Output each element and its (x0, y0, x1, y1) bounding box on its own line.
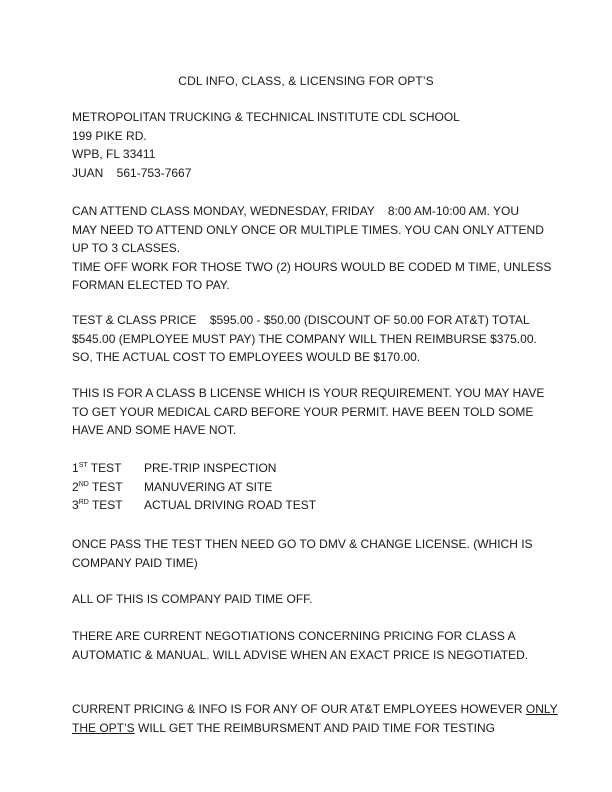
text-line: UP TO 3 CLASSES. (72, 241, 181, 255)
text-line: $545.00 (EMPLOYEE MUST PAY) THE COMPANY WILL THEN REIMBURSE $375.00. (72, 331, 537, 346)
text-line: TIME OFF WORK FOR THOSE TWO (2) HOURS WOULD BE CODED M TIME, UNLESS (72, 259, 552, 274)
dmv-paragraph (72, 535, 552, 572)
text-line: ONCE PASS THE TEST THEN NEED GO TO DMV & CHANGE LICENSE. (WHICH IS (72, 537, 533, 551)
text-line: CURRENT PRICING & INFO IS FOR ANY OF OUR AT&T EMPLOYEES HOWEVER ONLY (72, 702, 558, 716)
license-paragraph (72, 384, 552, 440)
test-description: MANUVERING AT SITE (144, 479, 273, 494)
school-address (72, 108, 552, 182)
text-line: COMPANY PAID TIME) (72, 555, 198, 570)
text-line: SO, THE ACTUAL COST TO EMPLOYEES WOULD BE $170.00. (72, 350, 421, 364)
test-list (72, 459, 552, 515)
closing-paragraph (72, 700, 558, 737)
text-line: TO GET YOUR MEDICAL CARD BEFORE YOUR PERMIT. HAVE BEEN TOLD SOME (72, 404, 534, 419)
school-name: METROPOLITAN TRUCKING & TECHNICAL INSTITUTE CDL SCHOOL (72, 110, 460, 124)
underlined-text: THE OPT’S (72, 720, 135, 735)
school-street: 199 PIKE RD. (72, 128, 147, 143)
text-line: AUTOMATIC & MANUAL. WILL ADVISE WHEN AN EXACT PRICE IS NEGOTIATED. (72, 647, 529, 662)
text-line: THERE ARE CURRENT NEGOTIATIONS CONCERNING PRICING FOR CLASS A (72, 629, 516, 643)
school-city: WPB, FL 33411 (72, 147, 156, 161)
test-row (72, 478, 552, 497)
text-line: HAVE AND SOME HAVE NOT. (72, 423, 237, 437)
class-schedule-paragraph (72, 202, 552, 295)
pricing-paragraph (72, 311, 552, 367)
test-number: 2ND TEST (72, 479, 123, 494)
test-row (72, 496, 552, 515)
text-line: ALL OF THIS IS COMPANY PAID TIME OFF. (72, 592, 313, 606)
test-number: 1ST TEST (72, 461, 122, 475)
text-line: TEST & CLASS PRICE $595.00 - $50.00 (DISCOUNT OF 50.00 FOR AT&T) TOTAL (72, 313, 530, 327)
paid-time-paragraph (72, 590, 552, 609)
school-contact: JUAN 561-753-7667 (72, 165, 192, 180)
text-line: THE OPT’S WILL GET THE REIMBURSMENT AND PAID TIME FOR TESTING (72, 720, 495, 735)
test-description: PRE-TRIP INSPECTION (144, 461, 277, 475)
text-line: CAN ATTEND CLASS MONDAY, WEDNESDAY, FRIDAY 8:00 AM-10:00 AM. YOU (72, 204, 520, 218)
text-line: FORMAN ELECTED TO PAY. (72, 278, 230, 292)
text-line: THIS IS FOR A CLASS B LICENSE WHICH IS YOUR REQUIREMENT. YOU MAY HAVE (72, 386, 545, 400)
test-row (72, 459, 552, 478)
text-line: MAY NEED TO ATTEND ONLY ONCE OR MULTIPLE TIMES. YOU CAN ONLY ATTEND (72, 222, 544, 237)
test-number: 3RD TEST (72, 498, 123, 512)
document-title: CDL INFO, CLASS, & LICENSING FOR OPT’S (178, 74, 434, 88)
underlined-text: ONLY (525, 702, 558, 716)
test-description: ACTUAL DRIVING ROAD TEST (144, 498, 317, 512)
negotiations-paragraph (72, 627, 552, 664)
